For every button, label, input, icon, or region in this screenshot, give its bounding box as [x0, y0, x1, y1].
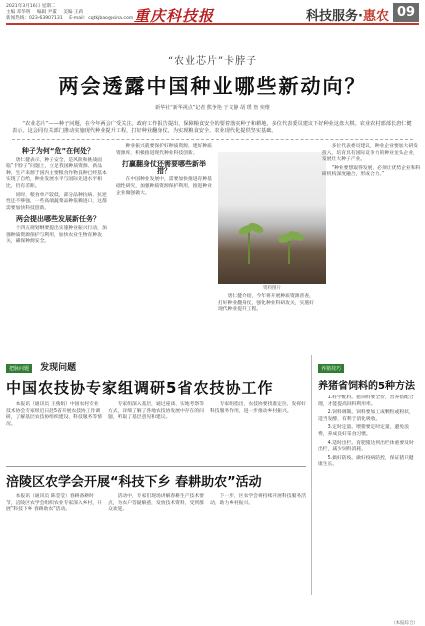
second-article: [6, 355, 306, 474]
paragraph: 十四五规划纲要提出实施种业振兴行动，加强种质资源保护与利用，加快农业生物育种攻关，确保种源安全。: [6, 225, 107, 245]
paragraph: 5.搞好防疫。做好疫病防控，保证猪只健康生长。: [318, 455, 414, 468]
photo-caption: 资料图片: [263, 286, 281, 291]
newspaper-logo: 重庆科技报: [134, 7, 215, 25]
paragraph: 种业振兴就要保护好种质资源，建好种质资源库，积极推进现代种业科技创新。: [116, 144, 212, 156]
page-number: 09: [393, 3, 419, 22]
main-lead: “农业芯片”——种子问题，在今年两会广受关注。政府工作报告提出，保障粮食安全的要着落实种子和耕地，多位代表委员建议下好种业这盘大棋。农业农村部部长唐仁健表示，这会同有关部门推动实施现代种业提升工程，打好种业翻身仗，为实现粮食安全、农业现代化提供坚实基础。: [12, 121, 413, 140]
paragraph: 同时，粮食单产较低，部分品种抗病、抗逆性还不够强，一些高端蔬菜品种依赖进口，这都需要加快科技创新。: [6, 192, 107, 211]
sprout-stem: [288, 238, 290, 264]
third-body: [6, 494, 306, 602]
section-prefix: 科技服务·: [306, 9, 363, 24]
sprout-stem: [248, 230, 250, 264]
third-article: [6, 466, 306, 602]
second-headline: 中国农技协专家组调研5省农技协工作: [6, 379, 274, 397]
paragraph: “种业要想取得发展，必须让优势企业和科研机构深度融合，形成合力。”: [322, 165, 421, 178]
email: E-mail：cqtkjbao@sina.com: [69, 16, 134, 21]
paragraph: 专家组指出，农技协要找准定位，发挥好科技服务作用，进一步推动乡村振兴。: [210, 402, 306, 414]
column-2: [116, 144, 212, 199]
masthead: [6, 3, 419, 25]
paragraph: 2.饲料调制。饲料要加工成颗粒或粉状，适当发酵，有利于消化吸收。: [318, 410, 414, 422]
article-tag: 把脉问题: [6, 364, 32, 373]
paragraph: 3.定时定量。喂猪要定时定量，避免浪费，养成良好采食习惯。: [318, 425, 409, 437]
paragraph: 在中国种业发展中，需要加快推进育种基础性研究，加强种质资源保护利用，推进种业企业做强做大。: [116, 177, 212, 196]
sprout-photo: [218, 152, 326, 284]
second-kicker: 发现问题: [40, 363, 77, 373]
second-body: [6, 402, 306, 474]
paragraph: 本报讯（通讯员 陈莹莹）春耕备耕时节，涪陵区农学会组织农业专家深入乡村，开展“科技下乡 春耕助农”活动。: [6, 494, 102, 513]
column-1: [6, 144, 110, 248]
paragraph: 唐仁健表示，种子安全，是风险和挑战面临“卡脖子”问题上，立足我国种质资源、新品种，生产来源于国内主要粮食作物良种已经基本实现了自给，种业发展水平与国际先进水平相比，仍有差距。: [6, 157, 107, 189]
paragraph: 多位代表委员建议，种业企业要加大研发投入，培育具有国际竞争力的种业龙头企业，发展壮大种子产业。: [322, 144, 418, 163]
paragraph: 4.适时出栏。育肥猪达到出栏体重要及时出栏，减少饲料消耗。: [318, 440, 414, 453]
main-kicker: “农业芯片”卡脖子: [167, 56, 258, 67]
main-byline: 新华社“新华视点”记者 熊争艳 于文静 胡 璞 詹 奕维: [155, 105, 270, 111]
masthead-info: [6, 4, 138, 22]
third-headline: 涪陵区农学会开展“科技下乡 春耕助农”活动: [6, 475, 262, 490]
paragraph: 专家组深入基层，通过座谈、实地考察等方式，详细了解了各地农技协发展中存在的问题，听取了基层意见和建议。: [108, 402, 204, 421]
sidebar-headline: 养猪省饲料的5种方法: [318, 381, 415, 392]
sidebar-source: （本报综合）: [391, 621, 418, 626]
editor: 主编 邓华明: [6, 10, 31, 15]
paragraph: 下一步，区农学会将持续开展科技服务活动，助力乡村振兴。: [210, 494, 306, 506]
paragraph: 本报讯（通讯员 王燕娟）中国农村专业技术协会专家组近日赴5省开展农技协工作调研，了解基层农技协组织建设、科技服务等情况。: [6, 402, 102, 427]
subhead-3: 打赢翻身仗还需要哪些新举措？: [122, 160, 206, 175]
column-3: [218, 294, 314, 316]
designer: 美编 王莉: [63, 10, 84, 15]
paragraph: 1.科学配料。猪饲料要全价，营养搭配合理，才能提高饲料利用率。: [318, 395, 414, 407]
section-accent: 惠农: [362, 9, 389, 24]
sidebar-tag: 养猪技巧: [318, 364, 344, 373]
paragraph: 活动中，专家们现场讲解春耕生产技术要点，为农户答疑解惑，发放技术资料，受到群众欢迎。: [108, 494, 204, 513]
issue-date: 2021年3月16日 星期二: [6, 4, 56, 9]
sidebar-body: [318, 395, 418, 620]
subhead-2: 两会提出哪些发展新任务？: [16, 215, 100, 224]
news-phone: 新闻热线：023-63907131: [6, 16, 63, 21]
sidebar-article: [318, 355, 418, 626]
subhead-1: 种子为何“危”在何处？: [21, 147, 95, 155]
main-headline: 两会透露中国种业哪些新动向？: [58, 74, 367, 98]
column-divider: [311, 355, 312, 595]
reviewer: 编辑 尹董: [36, 10, 57, 15]
paragraph: 唐仁健介绍，今年将开展种质资源普查，打好种业翻身仗，强化种业科研攻关，实施好现代种业提升工程。: [218, 294, 314, 313]
column-4: [322, 144, 421, 181]
section-title: [306, 5, 389, 24]
